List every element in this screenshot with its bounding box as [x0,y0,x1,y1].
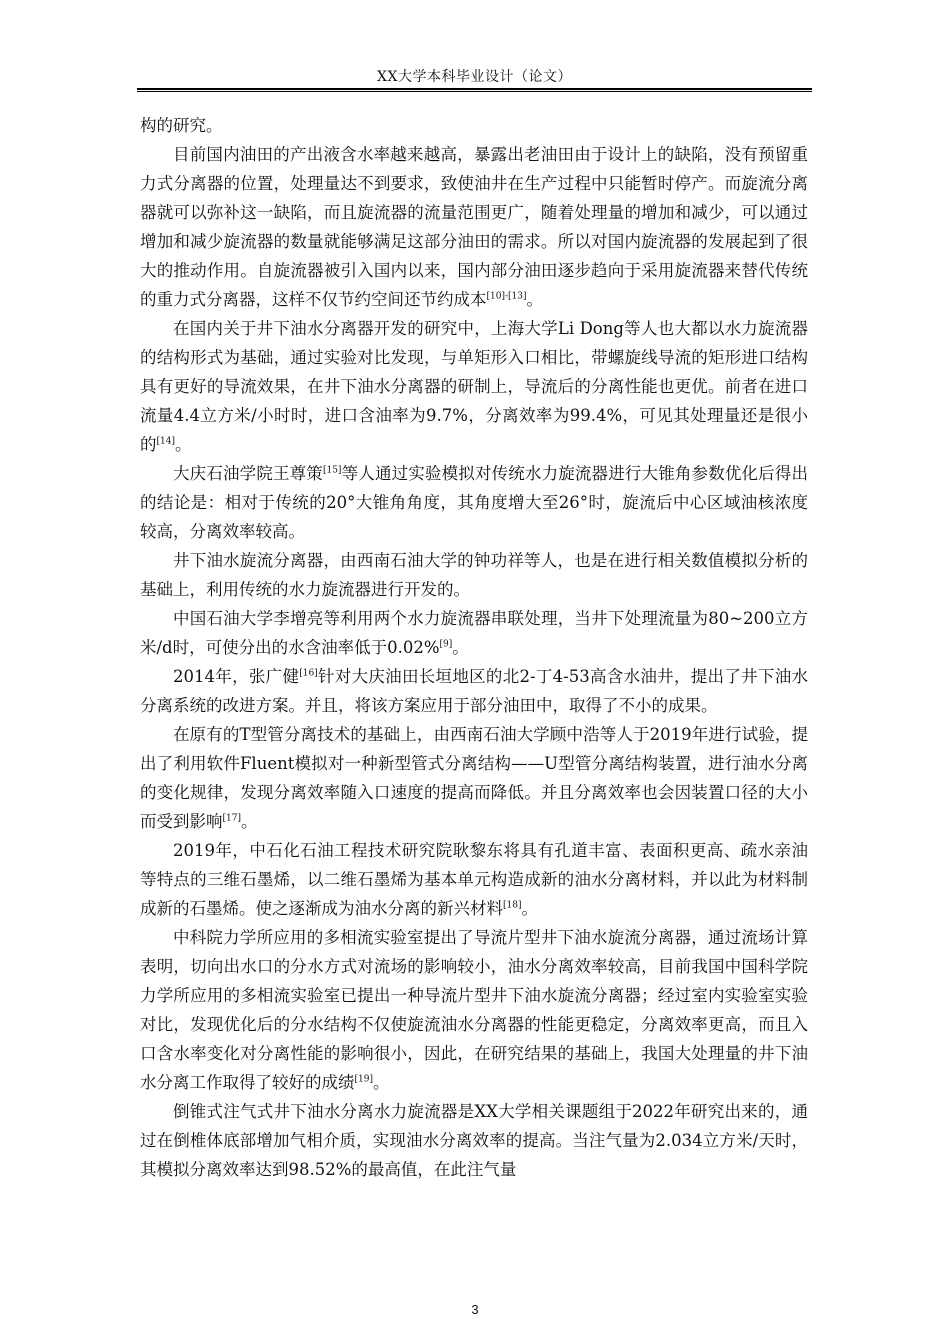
paragraph [140,314,808,459]
paragraph [140,1097,808,1184]
paragraph-text: 倒锥式注气式井下油水分离水力旋流器是XX大学相关课题组于2022年研究出来的，通过在倒椎体底部增加气相介质，实现油水分离效率的提高。当注气量为2.034立方米/天时，其模拟分离效率达到98.52%的最高值，在此注气量 [140,1102,808,1179]
citation-ref: [17] [222,813,241,824]
citation-ref: [19] [354,1074,373,1085]
header-rule [137,88,812,92]
paragraph-text: 井下油水旋流分离器，由西南石油大学的钟功祥等人，也是在进行相关数值模拟分析的基础上，利用传统的水力旋流器进行开发的。 [140,551,808,599]
paragraph-text: 。 [174,435,192,454]
body-text [140,111,808,1184]
citation-ref: [18] [503,900,522,911]
paragraph-text: 。 [452,638,469,657]
paragraph-text: 。 [526,290,543,309]
page-number: 3 [471,1302,479,1317]
paragraph-text: 中科院力学所应用的多相流实验室提出了导流片型井下油水旋流分离器，通过流场计算表明，切向出水口的分水方式对流场的影响较小，油水分离效率较高，目前我国中国科学院力学所应用的多相流实验室已提出一种导流片型井下油水旋流分离器；经过室内实验室实验对比，发现优化后的分水结构不仅使旋流油水分离器的性能更稳定，分离效率更高，而且入口含水率变化对分离性能的影响很小，因此，在研究结果的基础上，我国大处理量的井下油水分离工作取得了较好的成绩 [140,928,808,1092]
paragraph-text: 在原有的T型管分离技术的基础上，由西南石油大学顾中浩等人于2019年进行试验，提出了利用软件Fluent模拟对一种新型管式分离结构——U型管分离结构装置，进行油水分离的变化规律，发现分离效率随入口速度的提高而降低。并且分离效率也会因装置口径的大小而受到影响 [140,725,808,831]
paragraph [140,604,808,662]
paragraph-text: 。 [521,899,538,918]
paragraph-text: 。 [240,812,258,831]
paragraph-text: 针对大庆油田长垣地区的北2-丁4-53高含水油井，提出了井下油水分离系统的改进方案。并且，将该方案应用于部分油田中，取得了不小的成果。 [140,667,808,715]
paragraph [140,111,808,140]
citation-ref: [10]-[13] [486,291,527,302]
paragraph [140,720,808,836]
paragraph-text: 在国内关于井下油水分离器开发的研究中，上海大学Li Dong等人也大都以水力旋流器的结构形式为基础，通过实验对比发现，与单矩形入口相比，带螺旋线导流的矩形进口结构具有更好的导流效果，在井下油水分离器的研制上，导流后的分离性能也更优。前者在进口流量4.4立方米/小时时，进口含油率为9.7%，分离效率为99.4%，可见其处理量还是很小的 [140,319,808,454]
paragraph-text: 构的研究。 [140,116,223,135]
paragraph-text: 。 [372,1073,390,1092]
paragraph-text: 目前国内油田的产出液含水率越来越高，暴露出老油田由于设计上的缺陷，没有预留重力式分离器的位置，处理量达不到要求，致使油井在生产过程中只能暂时停产。而旋流分离器就可以弥补这一缺陷，而且旋流器的流量范围更广，随着处理量的增加和减少，可以通过增加和减少旋流器的数量就能够满足这部分油田的需求。所以对国内旋流器的发展起到了很大的推动作用。自旋流器被引入国内以来，国内部分油田逐步趋向于采用旋流器来替代传统的重力式分离器，这样不仅节约空间还节约成本 [140,145,808,309]
citation-ref: [14] [156,436,175,447]
citation-ref: [15] [322,465,342,476]
citation-ref: [9] [439,639,453,650]
citation-ref: [16] [299,668,318,679]
paragraph-text: 大庆石油学院王尊策 [173,464,323,483]
paragraph [140,140,808,314]
paragraph [140,546,808,604]
paragraph [140,459,808,546]
paragraph-text: 2014年，张广健 [173,667,300,686]
paragraph [140,923,808,1097]
paragraph [140,836,808,923]
paragraph-text: 等人通过实验模拟对传统水力旋流器进行大锥角参数优化后得出的结论是：相对于传统的20°大锥角角度，其角度增大至26°时，旋流后中心区域油核浓度较高，分离效率较高。 [140,464,809,541]
paragraph-text: 2019年，中石化石油工程技术研究院耿黎东将具有孔道丰富、表面积更高、疏水亲油等特点的三维石墨烯，以二维石墨烯为基本单元构造成新的油水分离材料，并以此为材料制成新的石墨烯。使之逐渐成为油水分离的新兴材料 [140,841,808,918]
paragraph-text: 中国石油大学李增亮等利用两个水力旋流器串联处理，当井下处理流量为80~200立方米/d时，可使分出的水含油率低于0.02% [140,609,808,657]
running-header: XX大学本科毕业设计（论文） [377,69,572,85]
paragraph [140,662,808,720]
